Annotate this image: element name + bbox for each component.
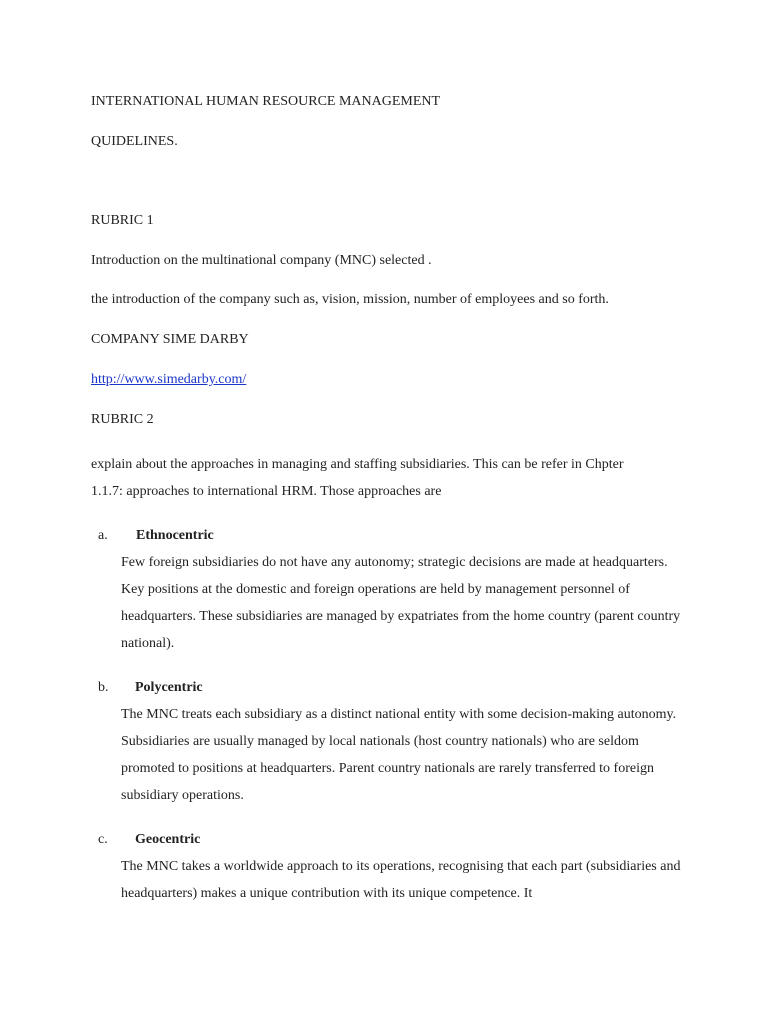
document-subtitle: QUIDELINES. bbox=[91, 134, 178, 149]
rubric-1-heading: RUBRIC 1 bbox=[91, 213, 154, 228]
rubric-2-explain-line-2: 1.1.7: approaches to international HRM. Those approaches are bbox=[91, 484, 442, 499]
approach-body-ethnocentric: Few foreign subsidiaries do not have any autonomy; strategic decisions are made at headquarters. Key positions at the domestic and foreign operations are held by management personnel of headquarters. These subsidiaries are managed by expatriates from the home country (parent country national). bbox=[121, 555, 681, 651]
company-name: COMPANY SIME DARBY bbox=[91, 332, 249, 347]
company-link-line bbox=[91, 371, 246, 389]
list-item-marker: b. bbox=[98, 680, 109, 695]
approach-title-polycentric: Polycentric bbox=[135, 680, 203, 695]
approach-body-geocentric: The MNC takes a worldwide approach to its operations, recognising that each part (subsidiaries and headquarters) makes a unique contribution with its unique competence. It bbox=[121, 859, 681, 901]
approach-body-polycentric: The MNC treats each subsidiary as a distinct national entity with some decision-making autonomy. Subsidiaries are usually managed by local nationals (host country nationals) who are seldom promoted to positions at headquarters. Parent country nationals are rarely transferred to foreign subsidiary operations. bbox=[121, 707, 677, 803]
rubric-1-detail: the introduction of the company such as, vision, mission, number of employees and so forth. bbox=[91, 292, 609, 307]
rubric-2-explain-line-1: explain about the approaches in managing and staffing subsidiaries. This can be refer in Chpter bbox=[91, 457, 624, 472]
document-title: INTERNATIONAL HUMAN RESOURCE MANAGEMENT bbox=[91, 94, 441, 109]
approach-title-geocentric: Geocentric bbox=[135, 832, 201, 847]
list-item-marker: a. bbox=[98, 528, 108, 543]
approach-title-ethnocentric: Ethnocentric bbox=[136, 528, 214, 543]
company-website-link[interactable]: http://www.simedarby.com/ bbox=[91, 372, 247, 387]
rubric-2-heading: RUBRIC 2 bbox=[91, 412, 154, 427]
list-item-marker: c. bbox=[98, 832, 108, 847]
rubric-1-intro: Introduction on the multinational company (MNC) selected . bbox=[91, 253, 432, 268]
